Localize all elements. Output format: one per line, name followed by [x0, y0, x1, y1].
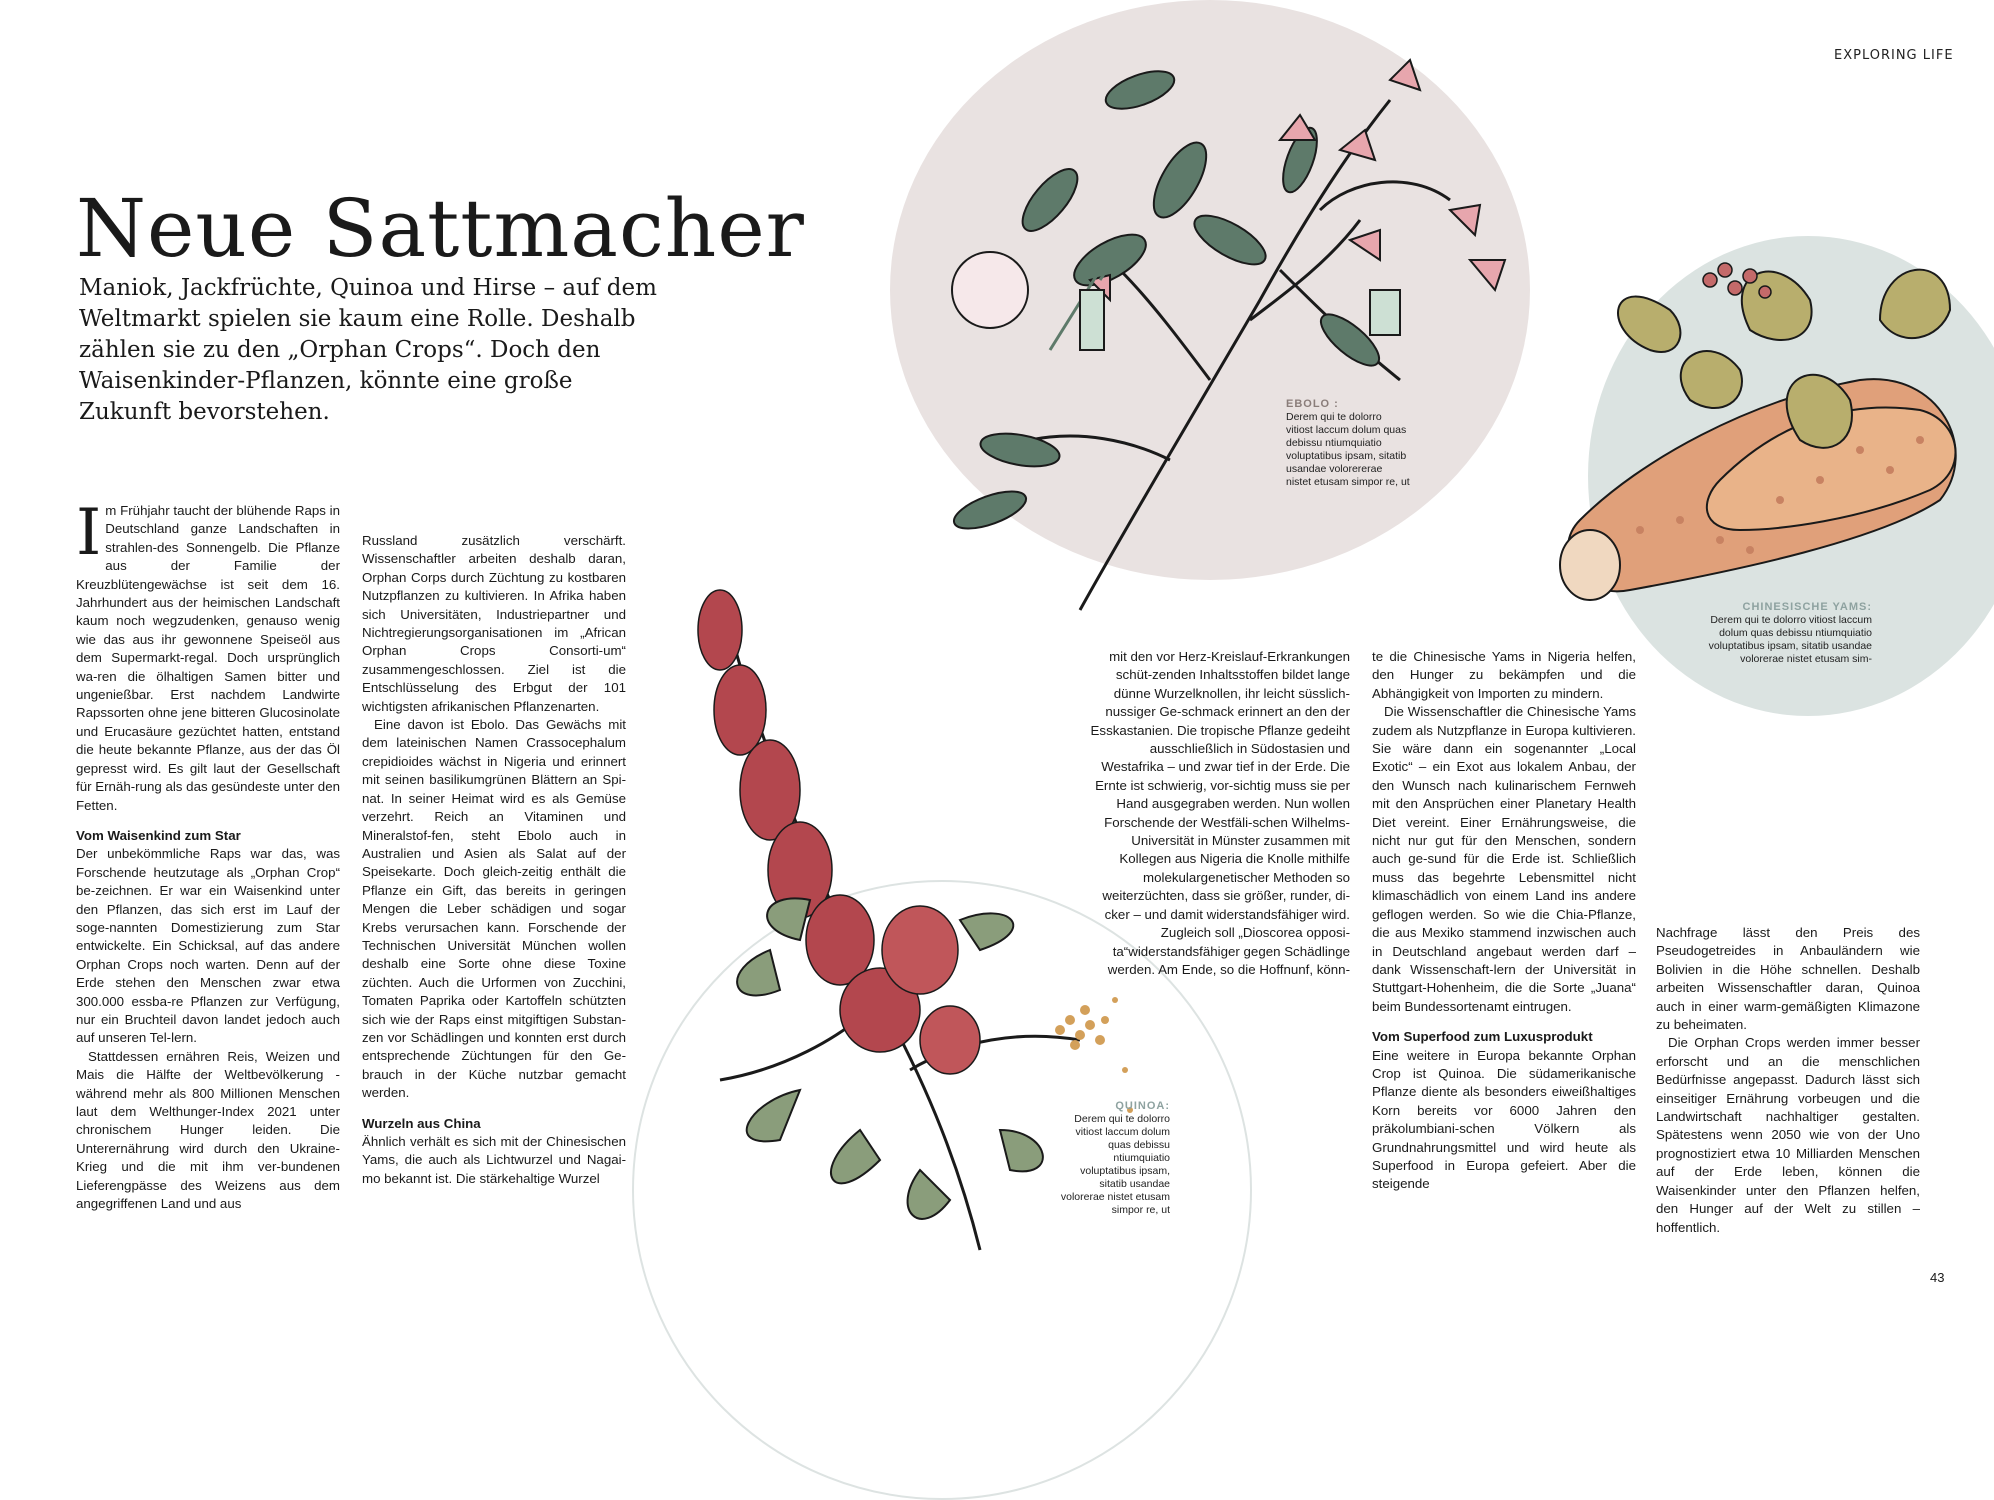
subheading-vom-waisenkind: Vom Waisenkind zum Star	[76, 827, 241, 843]
subheading-wurzeln-aus-china: Wurzeln aus China	[362, 1115, 481, 1131]
col2-paragraph-1: Russland zusätzlich verschärft. Wissenschaftler arbeiten deshalb daran, Orphan Corps durch Züchtung zu kostbaren Nutzpflanzen zu kultivieren. In Afrika haben sich Universitäten, Industriepartner und Nichtregierungsorganisationen im „African Orphan Crops Consorti-um“ zusammengeschlossen. Ziel ist die Entschlüsselung des Erbgut der 101 wichtigsten afrikanischen Pflanzenarten.	[362, 533, 626, 714]
quinoa-caption	[1058, 1100, 1170, 1217]
body-column-4	[1372, 648, 1636, 1194]
ebolo-illustration	[930, 40, 1550, 620]
col1-paragraph-1	[76, 496, 340, 815]
ebolo-caption-title: EBOLO :	[1286, 398, 1339, 410]
quinoa-caption-text: Derem qui te dolorro vitiost laccum dolum quas debissu ntiumquiatio voluptatibus ipsam, sitatib usandae volorerae nistet etusam simpor re, ut	[1060, 1113, 1170, 1216]
col2-paragraph-3: Ähnlich verhält es sich mit der Chinesischen Yams, die auch als Lichtwurzel und Nagai-mo bekannt ist. Die stärkehaltige Wurzel	[362, 1134, 626, 1186]
col2-paragraph-2: Eine davon ist Ebolo. Das Gewächs mit dem lateinischen Namen Crassocephalum crepidioides wächst in Nigeria und erinnert mit seinen basilikumgrünen Blättern an Spi-nat. In seiner Heimat wird es als Gemüse verzehrt. Reich an Vitaminen und Mineralstof-fen, steht Ebolo auch in Australien und Asien als Salat auf der Speisekarte. Doch gleich-zeitig enthält die Pflanze ein Gift, das bereits in geringen Mengen die Leber schädigen und sogar Krebs verursachen kann. Forschende der Technischen Universität München wollen deshalb eine Sorte ohne diese Toxine züchten. Auch die Urformen von Zucchini, Tomaten Paprika oder Kartoffeln schützten sich wie der Raps einst mitgiftigen Substan-zen vor Schädlingen und konnten erst durch entsprechende Züchtungen für den Ge-brauch in der Küche nutzbar gemacht werden.	[362, 717, 626, 1101]
page-number: 43	[1930, 1270, 1945, 1285]
drop-cap: I	[76, 496, 102, 570]
col4-paragraph-1: te die Chinesische Yams in Nigeria helfen, den Hunger zu bekämpfen und die Abhängigkeit von Importen zu mindern.	[1372, 649, 1636, 701]
subheading-vom-superfood: Vom Superfood zum Luxusprodukt	[1372, 1029, 1593, 1045]
yams-caption	[1686, 601, 1872, 666]
col5-paragraph-1: Nachfrage lässt den Preis des Pseudogetreides in Anbauländern wie Bolivien in die Höhe schnellen. Deshalb arbeiten Wissenschaftler daran, Quinoa auch in einer warm-gemäßigten Klimazone zu beheimaten.	[1656, 925, 1920, 1033]
yams-caption-text: Derem qui te dolorro vitiost laccum dolum quas debissu ntiumquiatio voluptatibus ipsam, sitatib usandae volorerae nistet etusam sim-	[1708, 614, 1872, 665]
yams-illustration	[1520, 230, 1990, 610]
col3-paragraph-1: mit den vor Herz-Kreislauf-Erkrankungen schüt-zenden Inhaltsstoffen bildet lange dünne Wurzelknollen, ihr leicht süsslich-nussiger Ge-schmack erinnert an den der Esskastanien. Die tropische Pflanze gedeiht ausschließlich in Südostasien und Westafrika – und zwar tief in der Erde. Die Ernte ist schwierig, vor-sichtig muss sie per Hand ausgegraben werden. Nun wollen Forschende der Westfäli-schen Wilhelms-Universität in Münster zusammen mit Kollegen aus Nigeria die Knolle mithilfe molekulargenetischer Methoden so weiterzüchten, dass sie größer, runder, di-cker – und damit widerstandsfähiger wird. Zugleich soll „Dioscorea opposi-ta“widerstandsfähiger gegen Schädlinge werden. Am Ende, so die Hoffnunf, könn-	[1090, 649, 1350, 977]
article-intro: Maniok, Jackfrüchte, Quinoa und Hirse – auf dem Weltmarkt spielen sie kaum eine Rolle. Deshalb zählen sie zu den „Orphan Crops“. Doch den Waisenkinder-Pflanzen, könnte eine große Zukunft bevorstehen.	[79, 275, 657, 425]
body-column-2	[362, 532, 626, 1188]
article-title: Neue Sattmacher	[76, 181, 805, 275]
body-column-5	[1656, 924, 1920, 1237]
col4-paragraph-2: Die Wissenschaftler die Chinesische Yams zudem als Nutzpflanze in Europa kultivieren. Sie wäre dann ein sogenannter „Local Exotic“ – ein Exot aus lokalem Anbau, der den Wunsch nach kulinarischem Fernweh mit den Ansprüchen einer Planetary Health Diet vereint. Einer Ernährungsweise, die nicht nur gut für den Menschen, sondern auch ge-sund für die Erde ist. Schließlich muss das begehrte Lebensmittel nicht klimaschädlich von einem Land ins andere geflogen werden. So wie die Chia-Pflanze, die aus Mexiko stammend inzwischen auch in Deutschland angebaut werden darf – dank Wissenschaft-lern der Universität in Stuttgart-Hohenheim, die die Sorte „Juana“ beim Bundessortenamt eintrugen.	[1372, 704, 1636, 1014]
col4-paragraph-3: Eine weitere in Europa bekannte Orphan Crop ist Quinoa. Die südamerikanische Pflanze diente als besonders eiweißhaltiges Korn bereits vor 6000 Jahren den präkolumbiani-schen Völkern als Grundnahrungsmittel und wird heute als Superfood in Europa gefeiert. Aber die steigende	[1372, 1047, 1636, 1192]
section-label: EXPLORING LIFE	[1834, 48, 1954, 63]
col5-paragraph-2: Die Orphan Crops werden immer besser erforscht und an die menschlichen Bedürfnisse angepasst. Dadurch lässt sich einseitiger Ernährung vorbeugen und die Landwirtschaft nachhaltiger gestalten. Spätestens wenn 2050 wie von der Uno prognostiziert etwa 10 Milliarden Menschen auf der Erde leben, können die Waisenkinder unter den Pflanzen helfen, den Hunger auf der Welt zu stillen – hoffentlich.	[1656, 1035, 1920, 1235]
body-column-3	[1086, 648, 1350, 979]
ebolo-caption-text: Derem qui te dolorro vitiost laccum dolum quas debissu ntiumquiatio voluptatibus ipsam, sitatib usandae volorererae nistet etusam simpor re, ut	[1286, 411, 1410, 488]
col1-paragraph-3: Stattdessen ernähren Reis, Weizen und Mais die Hälfte der Weltbevölkerung - während mehr als 800 Millionen Menschen laut dem Welthunger-Index 2021 unter chronischem Hunger leiden. Die Unterernährung wird durch den Ukraine-Krieg und die mit ihm ver-bundenen Lieferengpässe des Weizens aus dem angegriffenen Land und aus	[76, 1048, 340, 1212]
ebolo-caption	[1286, 398, 1410, 489]
col1-paragraph-2: Der unbekömmliche Raps war das, was Forschende heutzutage als „Orphan Crop“ be-zeichnen. Er war ein Waisenkind unter den Pflanzen, das sich erst im Lauf der soge-nannten Domestizierung zum Star entwickelte. Ein Schicksal, auf das andere Orphan Crops noch warten. Denn auf der Erde stehen den Menschen zwar etwa 300.000 essba-re Pflanzen zur Verfügung, nur ein Bruchteil davon landet jedoch auch auf unseren Tel-lern.	[76, 846, 340, 1046]
quinoa-caption-title: QUINOA:	[1115, 1100, 1170, 1112]
col1-p1-text: m Frühjahr taucht der blühende Raps in Deutschland ganze Landschaften in strahlen-des Sonnengelb. Die Pflanze aus der Familie der Kreuzblütengewächse ist seit dem 16. Jahrhundert aus der heimischen Landschaft kaum noch wegzudenken, genauso wenig wie das aus ihr gewonnene Speiseöl aus dem Supermarkt-regal. Doch ursprünglich wa-ren die ölhaltigen Samen bitter und ungenießbar. Erst nachdem Landwirte Rapssorten ohne jene bitteren Glucosinolate und Erucasäure gezüchtet hatten, entstand die heute bekannte Pflanze, aus der das Öl gepresst wird. Es gilt laut der Gesellschaft für Ernäh-rung als das gesündeste unter den Fetten.	[76, 503, 340, 813]
body-column-1	[76, 496, 340, 1213]
yams-caption-title: CHINESISCHE YAMS:	[1742, 601, 1872, 613]
